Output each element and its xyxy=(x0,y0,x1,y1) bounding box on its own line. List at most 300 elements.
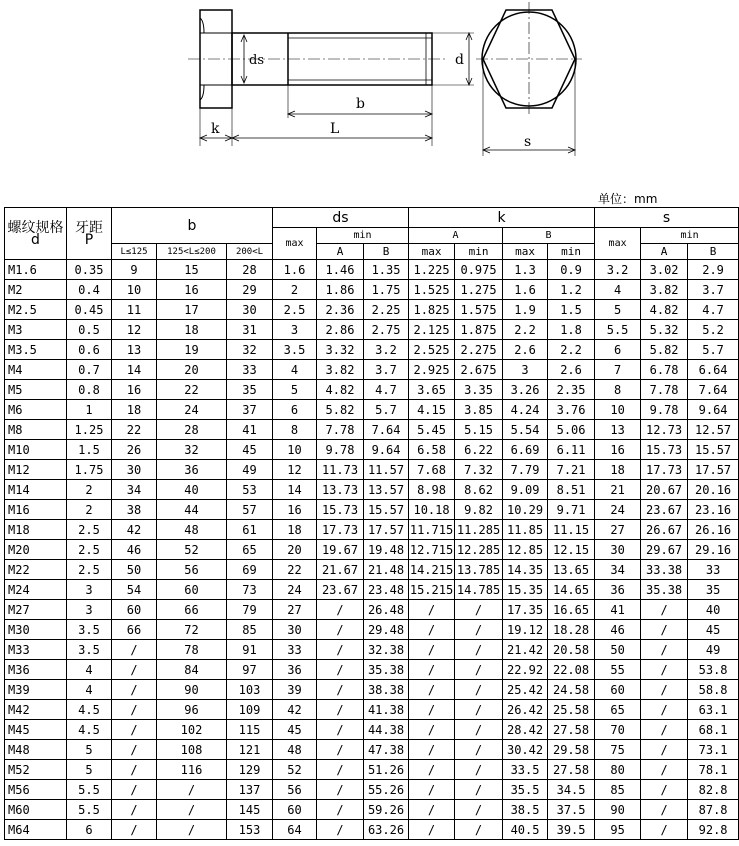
table-row xyxy=(5,820,739,840)
cell-b-l125: 46 xyxy=(112,540,157,560)
cell-k-a-min: 1.575 xyxy=(455,300,503,320)
cell-thread: M60 xyxy=(5,800,67,820)
cell-k-a-min: 11.285 xyxy=(455,520,503,540)
cell-k-a-max: 4.15 xyxy=(409,400,455,420)
cell-ds-min-b: 41.38 xyxy=(364,700,409,720)
cell-k-a-min: 14.785 xyxy=(455,580,503,600)
cell-s-min-a: 23.67 xyxy=(641,500,688,520)
cell-b-l125: 66 xyxy=(112,620,157,640)
cell-k-b-min: 29.58 xyxy=(548,740,595,760)
cell-b-l200: 52 xyxy=(157,540,227,560)
header-s-min: min xyxy=(641,228,739,244)
cell-ds-min-a: / xyxy=(317,600,364,620)
cell-b-l200: 36 xyxy=(157,460,227,480)
cell-ds-max: 56 xyxy=(273,780,317,800)
cell-k-b-max: 9.09 xyxy=(503,480,548,500)
cell-b-lover200: 45 xyxy=(227,440,273,460)
cell-b-lover200: 137 xyxy=(227,780,273,800)
cell-pitch: 2.5 xyxy=(67,520,112,540)
cell-thread: M10 xyxy=(5,440,67,460)
cell-pitch: 5.5 xyxy=(67,800,112,820)
cell-s-min-a: 3.82 xyxy=(641,280,688,300)
cell-b-lover200: 153 xyxy=(227,820,273,840)
cell-ds-max: 45 xyxy=(273,720,317,740)
cell-ds-min-b: 2.25 xyxy=(364,300,409,320)
cell-thread: M4 xyxy=(5,360,67,380)
cell-ds-min-a: / xyxy=(317,820,364,840)
cell-b-l125: / xyxy=(112,780,157,800)
cell-b-l200: 18 xyxy=(157,320,227,340)
header-b-l200: 125<L≤200 xyxy=(157,244,227,260)
table-row xyxy=(5,400,739,420)
cell-ds-min-b: 5.7 xyxy=(364,400,409,420)
cell-thread: M2 xyxy=(5,280,67,300)
cell-s-min-b: 23.16 xyxy=(688,500,739,520)
cell-thread: M24 xyxy=(5,580,67,600)
cell-k-a-min: 3.35 xyxy=(455,380,503,400)
cell-k-b-max: 7.79 xyxy=(503,460,548,480)
cell-ds-max: 6 xyxy=(273,400,317,420)
cell-k-b-max: 40.5 xyxy=(503,820,548,840)
cell-k-b-max: 6.69 xyxy=(503,440,548,460)
cell-b-l125: 42 xyxy=(112,520,157,540)
cell-k-a-max: / xyxy=(409,760,455,780)
cell-ds-min-b: 2.75 xyxy=(364,320,409,340)
cell-ds-max: 4 xyxy=(273,360,317,380)
header-ds-min: min xyxy=(317,228,409,244)
cell-ds-max: 3 xyxy=(273,320,317,340)
cell-ds-min-a: 3.82 xyxy=(317,360,364,380)
cell-k-b-max: 12.85 xyxy=(503,540,548,560)
table-row xyxy=(5,800,739,820)
cell-b-lover200: 103 xyxy=(227,680,273,700)
cell-s-max: 4 xyxy=(595,280,641,300)
cell-b-lover200: 53 xyxy=(227,480,273,500)
cell-ds-min-a: / xyxy=(317,780,364,800)
cell-k-b-min: 0.9 xyxy=(548,260,595,280)
cell-k-b-max: 10.29 xyxy=(503,500,548,520)
cell-b-l125: 11 xyxy=(112,300,157,320)
cell-b-l200: 22 xyxy=(157,380,227,400)
cell-b-lover200: 73 xyxy=(227,580,273,600)
cell-s-min-a: 12.73 xyxy=(641,420,688,440)
cell-k-b-min: 3.76 xyxy=(548,400,595,420)
cell-ds-min-b: 9.64 xyxy=(364,440,409,460)
cell-thread: M14 xyxy=(5,480,67,500)
cell-k-a-min: / xyxy=(455,660,503,680)
cell-thread: M12 xyxy=(5,460,67,480)
cell-thread: M8 xyxy=(5,420,67,440)
cell-s-min-b: 63.1 xyxy=(688,700,739,720)
cell-b-l125: / xyxy=(112,800,157,820)
cell-s-min-b: 87.8 xyxy=(688,800,739,820)
cell-ds-max: 2.5 xyxy=(273,300,317,320)
cell-s-min-a: 6.78 xyxy=(641,360,688,380)
cell-k-b-min: 9.71 xyxy=(548,500,595,520)
cell-ds-max: 30 xyxy=(273,620,317,640)
cell-s-max: 3.2 xyxy=(595,260,641,280)
cell-k-b-min: 14.65 xyxy=(548,580,595,600)
cell-ds-min-b: 55.26 xyxy=(364,780,409,800)
cell-s-max: 6 xyxy=(595,340,641,360)
cell-s-min-b: 4.7 xyxy=(688,300,739,320)
cell-b-l200: 19 xyxy=(157,340,227,360)
cell-b-lover200: 65 xyxy=(227,540,273,560)
cell-k-b-max: 15.35 xyxy=(503,580,548,600)
cell-thread: M20 xyxy=(5,540,67,560)
cell-thread: M64 xyxy=(5,820,67,840)
cell-s-max: 90 xyxy=(595,800,641,820)
cell-ds-max: 8 xyxy=(273,420,317,440)
cell-thread: M45 xyxy=(5,720,67,740)
cell-k-b-max: 33.5 xyxy=(503,760,548,780)
cell-pitch: 4 xyxy=(67,660,112,680)
cell-b-l200: 40 xyxy=(157,480,227,500)
cell-s-max: 70 xyxy=(595,720,641,740)
cell-ds-min-b: 63.26 xyxy=(364,820,409,840)
cell-k-a-max: 11.715 xyxy=(409,520,455,540)
cell-s-max: 50 xyxy=(595,640,641,660)
cell-k-a-min: / xyxy=(455,800,503,820)
cell-b-l200: 48 xyxy=(157,520,227,540)
cell-ds-min-a: 11.73 xyxy=(317,460,364,480)
cell-b-l200: 20 xyxy=(157,360,227,380)
cell-ds-min-a: 7.78 xyxy=(317,420,364,440)
cell-ds-min-a: 13.73 xyxy=(317,480,364,500)
cell-k-a-max: / xyxy=(409,660,455,680)
cell-s-min-a: 5.32 xyxy=(641,320,688,340)
cell-b-l125: 18 xyxy=(112,400,157,420)
cell-k-b-min: 13.65 xyxy=(548,560,595,580)
cell-s-min-a: / xyxy=(641,760,688,780)
table-row xyxy=(5,680,739,700)
cell-ds-min-a: 19.67 xyxy=(317,540,364,560)
cell-s-min-a: / xyxy=(641,600,688,620)
drawing-label-s: s xyxy=(524,134,532,150)
cell-thread: M48 xyxy=(5,740,67,760)
cell-k-a-max: 6.58 xyxy=(409,440,455,460)
cell-k-b-max: 19.12 xyxy=(503,620,548,640)
cell-ds-min-a: / xyxy=(317,620,364,640)
cell-b-lover200: 29 xyxy=(227,280,273,300)
cell-k-a-min: 12.285 xyxy=(455,540,503,560)
cell-ds-min-a: / xyxy=(317,720,364,740)
cell-thread: M56 xyxy=(5,780,67,800)
cell-k-b-max: 17.35 xyxy=(503,600,548,620)
header-ds-min-a: A xyxy=(317,244,364,260)
cell-thread: M27 xyxy=(5,600,67,620)
cell-k-b-max: 30.42 xyxy=(503,740,548,760)
table-row xyxy=(5,380,739,400)
header-ds: ds xyxy=(273,208,409,228)
cell-ds-max: 52 xyxy=(273,760,317,780)
cell-s-min-a: / xyxy=(641,780,688,800)
cell-s-min-a: / xyxy=(641,680,688,700)
cell-ds-max: 39 xyxy=(273,680,317,700)
cell-thread: M6 xyxy=(5,400,67,420)
cell-k-b-min: 2.2 xyxy=(548,340,595,360)
cell-s-min-b: 78.1 xyxy=(688,760,739,780)
cell-s-min-b: 17.57 xyxy=(688,460,739,480)
cell-b-l125: 13 xyxy=(112,340,157,360)
cell-s-max: 18 xyxy=(595,460,641,480)
cell-pitch: 5 xyxy=(67,760,112,780)
header-k-b-max: max xyxy=(503,244,548,260)
cell-ds-min-a: / xyxy=(317,640,364,660)
cell-b-l125: / xyxy=(112,640,157,660)
table-row xyxy=(5,320,739,340)
cell-pitch: 0.5 xyxy=(67,320,112,340)
table-row xyxy=(5,760,739,780)
cell-ds-max: 33 xyxy=(273,640,317,660)
cell-k-a-min: 3.85 xyxy=(455,400,503,420)
cell-s-min-a: / xyxy=(641,640,688,660)
cell-b-l125: 30 xyxy=(112,460,157,480)
header-k-grade-b: B xyxy=(503,228,595,244)
cell-k-a-min: 1.875 xyxy=(455,320,503,340)
cell-k-b-min: 2.35 xyxy=(548,380,595,400)
table-header xyxy=(5,208,739,260)
cell-b-lover200: 49 xyxy=(227,460,273,480)
cell-s-min-b: 53.8 xyxy=(688,660,739,680)
cell-k-b-max: 4.24 xyxy=(503,400,548,420)
table-row xyxy=(5,580,739,600)
cell-ds-min-a: / xyxy=(317,660,364,680)
cell-b-l125: 12 xyxy=(112,320,157,340)
cell-k-a-min: / xyxy=(455,780,503,800)
cell-thread: M16 xyxy=(5,500,67,520)
cell-b-lover200: 31 xyxy=(227,320,273,340)
cell-ds-max: 18 xyxy=(273,520,317,540)
cell-ds-min-a: 15.73 xyxy=(317,500,364,520)
cell-ds-max: 36 xyxy=(273,660,317,680)
table-row xyxy=(5,440,739,460)
cell-k-a-max: / xyxy=(409,620,455,640)
cell-ds-min-b: 26.48 xyxy=(364,600,409,620)
table-row xyxy=(5,520,739,540)
cell-k-a-min: / xyxy=(455,600,503,620)
table-row xyxy=(5,740,739,760)
cell-ds-max: 24 xyxy=(273,580,317,600)
cell-b-l200: 72 xyxy=(157,620,227,640)
cell-ds-max: 12 xyxy=(273,460,317,480)
cell-ds-min-a: 1.46 xyxy=(317,260,364,280)
cell-k-a-min: / xyxy=(455,700,503,720)
cell-k-b-max: 3 xyxy=(503,360,548,380)
header-k: k xyxy=(409,208,595,228)
cell-k-a-max: / xyxy=(409,740,455,760)
header-b: b xyxy=(112,208,273,244)
cell-s-min-a: / xyxy=(641,720,688,740)
cell-s-max: 5 xyxy=(595,300,641,320)
cell-ds-min-a: 2.86 xyxy=(317,320,364,340)
cell-ds-min-b: 29.48 xyxy=(364,620,409,640)
cell-s-min-b: 7.64 xyxy=(688,380,739,400)
cell-s-min-b: 49 xyxy=(688,640,739,660)
cell-b-l125: / xyxy=(112,760,157,780)
cell-s-min-a: 7.78 xyxy=(641,380,688,400)
header-k-b-min: min xyxy=(548,244,595,260)
cell-thread: M2.5 xyxy=(5,300,67,320)
cell-ds-min-a: 21.67 xyxy=(317,560,364,580)
cell-ds-min-b: 59.26 xyxy=(364,800,409,820)
cell-ds-min-b: 47.38 xyxy=(364,740,409,760)
cell-k-a-max: 12.715 xyxy=(409,540,455,560)
header-s-min-b: B xyxy=(688,244,739,260)
cell-k-a-min: 9.82 xyxy=(455,500,503,520)
cell-ds-min-b: 15.57 xyxy=(364,500,409,520)
cell-b-lover200: 41 xyxy=(227,420,273,440)
cell-thread: M39 xyxy=(5,680,67,700)
cell-ds-max: 22 xyxy=(273,560,317,580)
cell-b-lover200: 109 xyxy=(227,700,273,720)
cell-s-min-b: 68.1 xyxy=(688,720,739,740)
cell-ds-max: 48 xyxy=(273,740,317,760)
cell-ds-min-a: 23.67 xyxy=(317,580,364,600)
cell-s-min-a: 15.73 xyxy=(641,440,688,460)
cell-b-lover200: 35 xyxy=(227,380,273,400)
cell-pitch: 5.5 xyxy=(67,780,112,800)
cell-ds-min-a: 2.36 xyxy=(317,300,364,320)
cell-s-min-a: 20.67 xyxy=(641,480,688,500)
table-row xyxy=(5,280,739,300)
cell-b-l200: 96 xyxy=(157,700,227,720)
cell-b-l125: 34 xyxy=(112,480,157,500)
cell-ds-max: 16 xyxy=(273,500,317,520)
cell-k-a-max: / xyxy=(409,640,455,660)
cell-s-max: 75 xyxy=(595,740,641,760)
cell-b-l125: 10 xyxy=(112,280,157,300)
cell-s-min-a: 17.73 xyxy=(641,460,688,480)
drawing-label-k: k xyxy=(211,121,220,137)
cell-k-a-min: / xyxy=(455,640,503,660)
cell-s-min-a: / xyxy=(641,820,688,840)
cell-k-b-min: 18.28 xyxy=(548,620,595,640)
cell-s-min-a: 35.38 xyxy=(641,580,688,600)
cell-s-max: 7 xyxy=(595,360,641,380)
cell-ds-max: 64 xyxy=(273,820,317,840)
cell-ds-min-a: / xyxy=(317,740,364,760)
cell-k-a-max: 14.215 xyxy=(409,560,455,580)
bolt-spec-table xyxy=(4,207,739,840)
cell-pitch: 3.5 xyxy=(67,640,112,660)
cell-k-b-max: 1.9 xyxy=(503,300,548,320)
cell-s-min-b: 35 xyxy=(688,580,739,600)
header-k-a-max: max xyxy=(409,244,455,260)
cell-k-b-min: 1.2 xyxy=(548,280,595,300)
table-row xyxy=(5,620,739,640)
cell-pitch: 2.5 xyxy=(67,560,112,580)
cell-k-a-max: 2.125 xyxy=(409,320,455,340)
cell-k-b-max: 1.3 xyxy=(503,260,548,280)
cell-thread: M18 xyxy=(5,520,67,540)
cell-s-min-b: 5.2 xyxy=(688,320,739,340)
cell-s-max: 95 xyxy=(595,820,641,840)
cell-s-min-a: / xyxy=(641,660,688,680)
cell-k-a-min: / xyxy=(455,820,503,840)
cell-thread: M30 xyxy=(5,620,67,640)
drawing-label-b: b xyxy=(356,96,365,112)
cell-thread: M36 xyxy=(5,660,67,680)
cell-k-b-max: 38.5 xyxy=(503,800,548,820)
cell-k-b-min: 12.15 xyxy=(548,540,595,560)
cell-k-a-max: 1.225 xyxy=(409,260,455,280)
cell-k-a-min: 2.675 xyxy=(455,360,503,380)
cell-s-max: 65 xyxy=(595,700,641,720)
table-row xyxy=(5,660,739,680)
cell-k-b-min: 1.5 xyxy=(548,300,595,320)
cell-ds-max: 14 xyxy=(273,480,317,500)
cell-k-a-max: / xyxy=(409,680,455,700)
cell-ds-min-a: 1.86 xyxy=(317,280,364,300)
cell-b-lover200: 33 xyxy=(227,360,273,380)
cell-k-a-max: / xyxy=(409,800,455,820)
cell-k-b-max: 22.92 xyxy=(503,660,548,680)
table-row xyxy=(5,720,739,740)
cell-s-min-b: 40 xyxy=(688,600,739,620)
cell-k-b-max: 14.35 xyxy=(503,560,548,580)
table-row xyxy=(5,460,739,480)
unit-label: 单位：mm xyxy=(598,192,658,206)
cell-k-b-min: 1.8 xyxy=(548,320,595,340)
cell-b-l125: 14 xyxy=(112,360,157,380)
cell-pitch: 4.5 xyxy=(67,720,112,740)
cell-k-b-min: 16.65 xyxy=(548,600,595,620)
cell-k-a-max: / xyxy=(409,780,455,800)
header-ds-max: max xyxy=(273,228,317,260)
cell-ds-min-b: 1.75 xyxy=(364,280,409,300)
cell-b-l125: 22 xyxy=(112,420,157,440)
cell-ds-min-b: 13.57 xyxy=(364,480,409,500)
cell-ds-min-a: / xyxy=(317,680,364,700)
cell-k-b-min: 11.15 xyxy=(548,520,595,540)
cell-s-max: 41 xyxy=(595,600,641,620)
bolt-technical-drawing xyxy=(0,0,739,190)
cell-k-a-min: / xyxy=(455,760,503,780)
cell-ds-min-b: 35.38 xyxy=(364,660,409,680)
cell-b-l200: 60 xyxy=(157,580,227,600)
cell-k-b-min: 24.58 xyxy=(548,680,595,700)
cell-s-min-b: 15.57 xyxy=(688,440,739,460)
cell-k-b-min: 7.21 xyxy=(548,460,595,480)
cell-b-l200: 32 xyxy=(157,440,227,460)
cell-b-l125: / xyxy=(112,740,157,760)
cell-k-a-min: 0.975 xyxy=(455,260,503,280)
cell-k-b-max: 5.54 xyxy=(503,420,548,440)
cell-s-min-b: 73.1 xyxy=(688,740,739,760)
cell-s-min-a: 9.78 xyxy=(641,400,688,420)
cell-pitch: 4.5 xyxy=(67,700,112,720)
cell-k-b-min: 6.11 xyxy=(548,440,595,460)
cell-b-lover200: 145 xyxy=(227,800,273,820)
cell-s-min-b: 12.57 xyxy=(688,420,739,440)
cell-ds-min-a: / xyxy=(317,700,364,720)
header-s-max: max xyxy=(595,228,641,260)
cell-s-max: 60 xyxy=(595,680,641,700)
cell-pitch: 0.4 xyxy=(67,280,112,300)
table-row xyxy=(5,540,739,560)
cell-s-min-a: 3.02 xyxy=(641,260,688,280)
table-row xyxy=(5,420,739,440)
cell-pitch: 5 xyxy=(67,740,112,760)
drawing-label-ds: ds xyxy=(249,53,264,68)
cell-s-min-b: 9.64 xyxy=(688,400,739,420)
header-thread xyxy=(5,208,67,260)
cell-k-b-min: 22.08 xyxy=(548,660,595,680)
cell-pitch: 4 xyxy=(67,680,112,700)
cell-b-l125: / xyxy=(112,720,157,740)
cell-ds-max: 2 xyxy=(273,280,317,300)
